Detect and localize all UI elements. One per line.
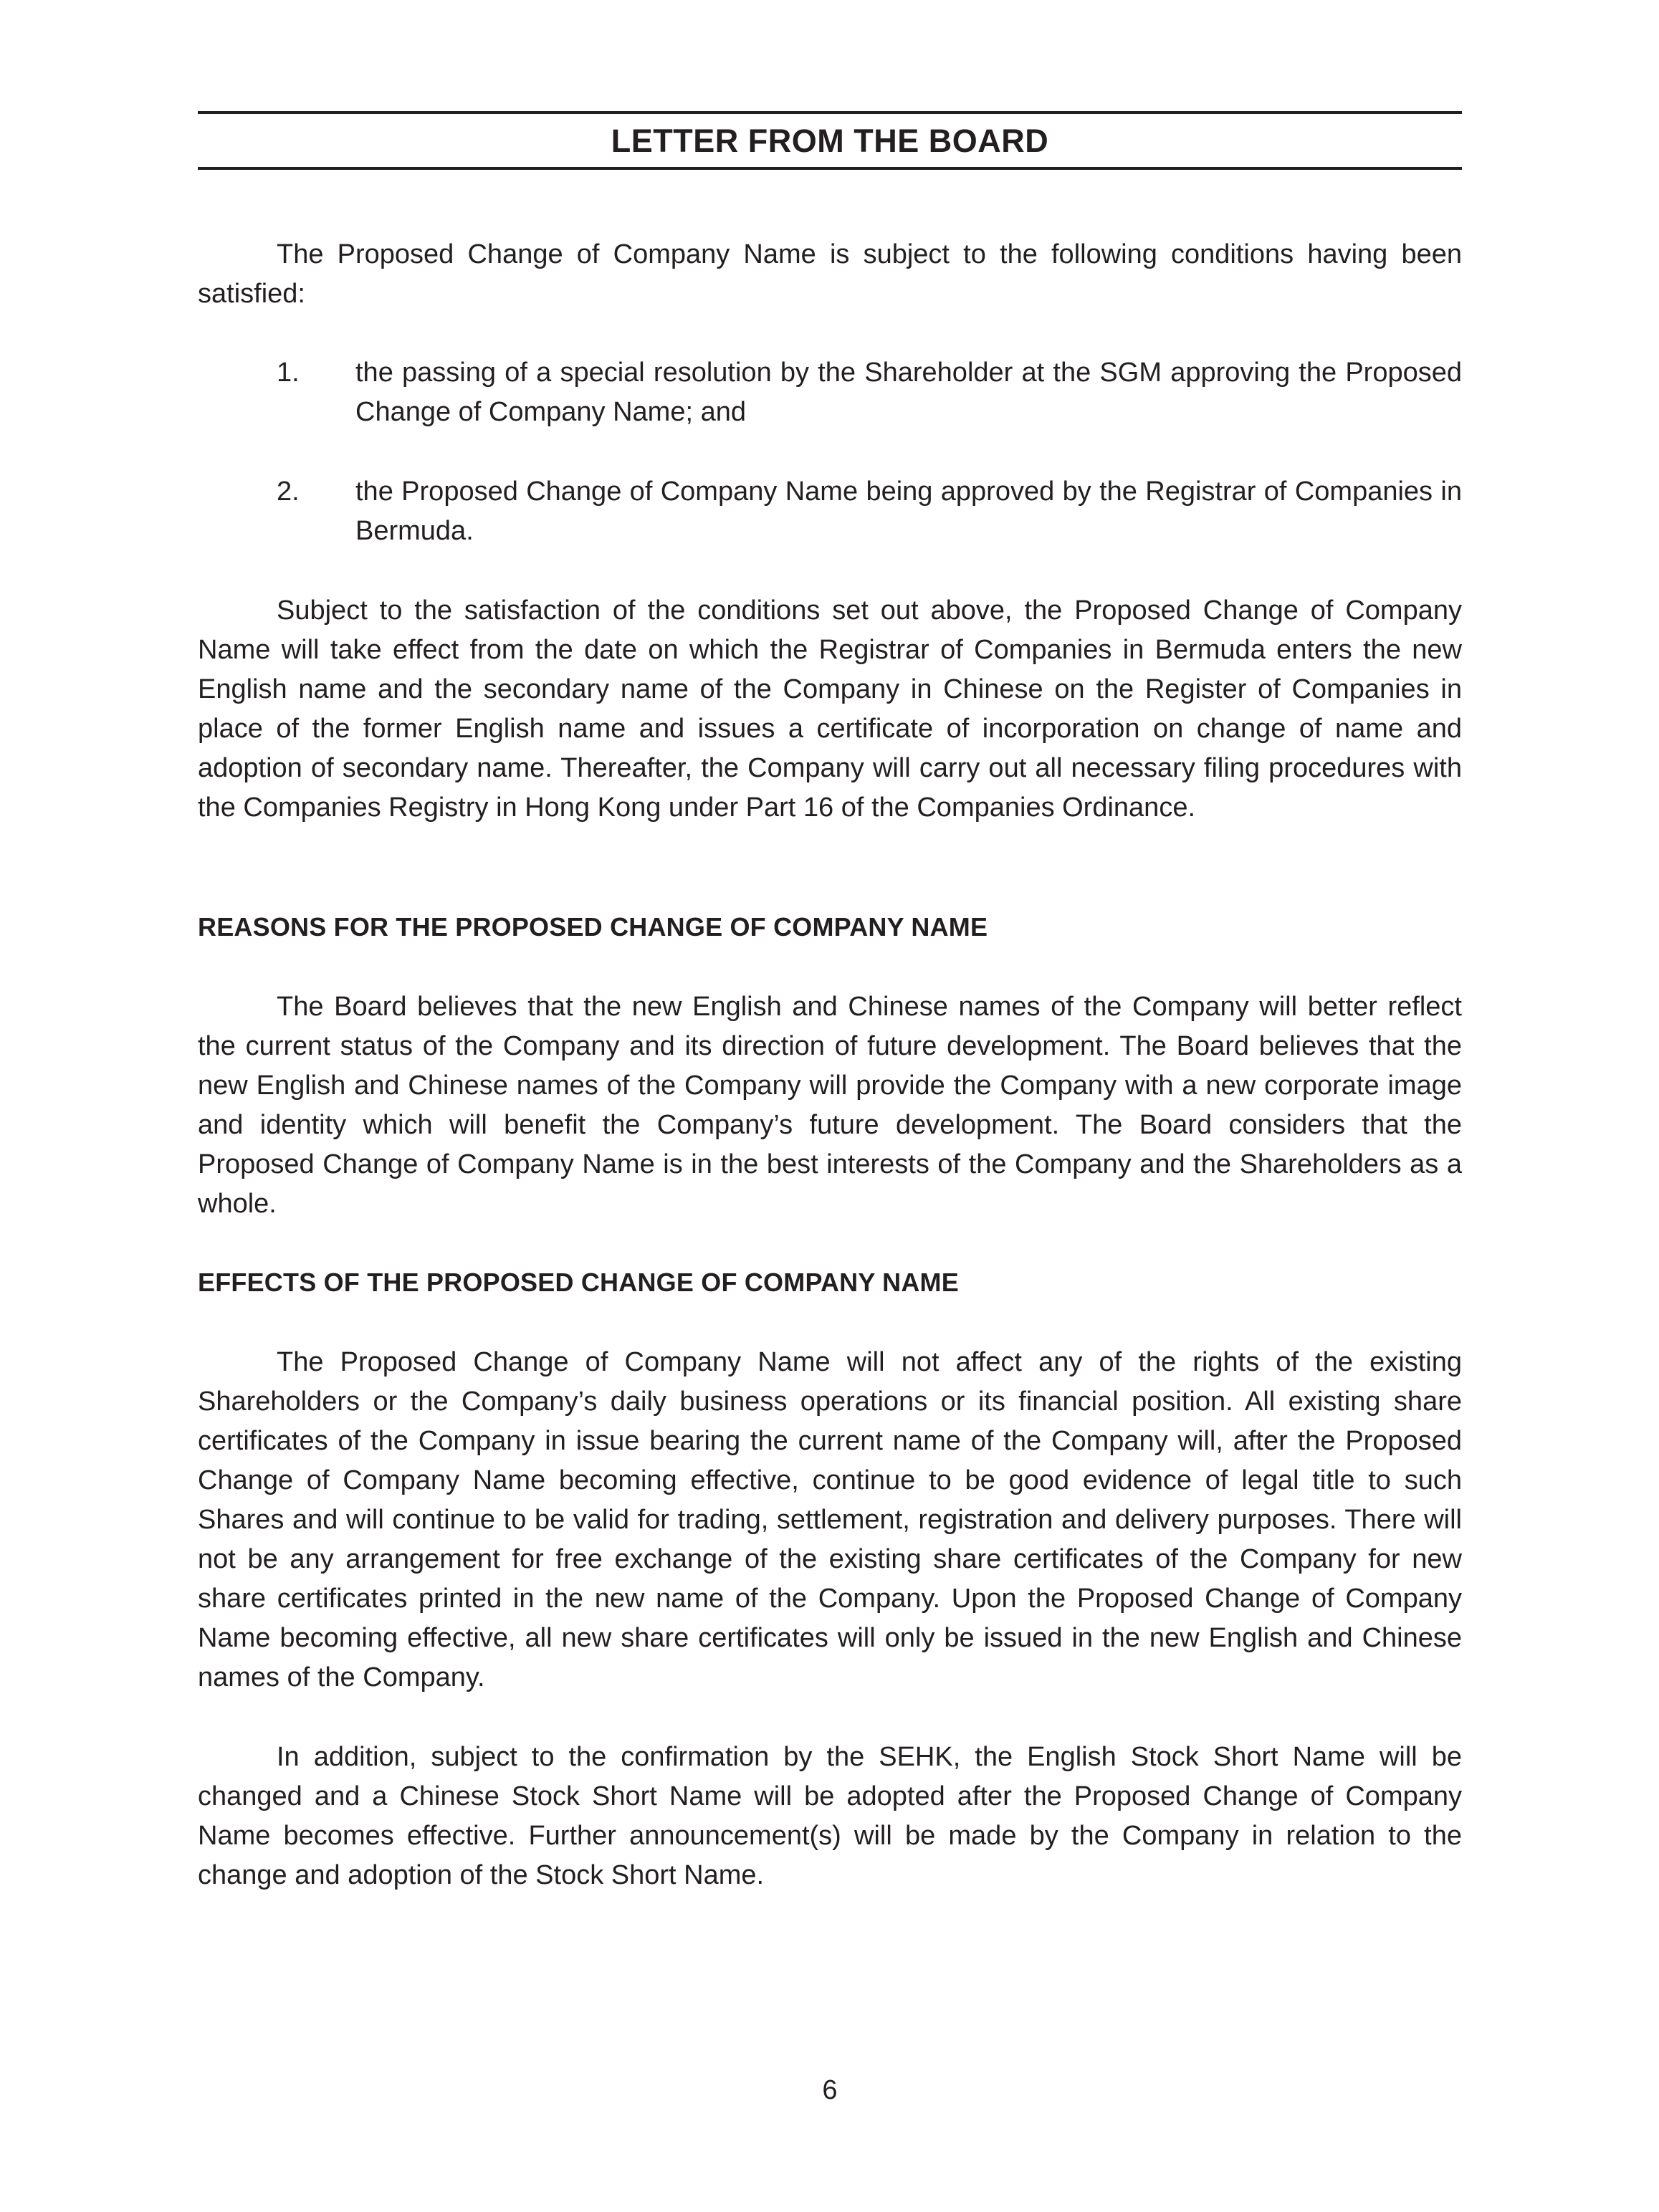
condition-item bbox=[277, 353, 1462, 432]
condition-text: the passing of a special resolution by the Shareholder at the SGM approving the Proposed Change of Company Name; and bbox=[355, 358, 1462, 427]
stock-short-name-paragraph-block bbox=[198, 1738, 1462, 1895]
condition-item bbox=[277, 472, 1462, 551]
effects-paragraph-block bbox=[198, 1343, 1462, 1698]
effects-paragraph: The Proposed Change of Company Name will not affect any of the rights of the existing Shareholders or the Company’s daily business operations or its financial position. All existing share certificates of the Company in issue bearing the current name of the Company will, after the Proposed Change of Company Name becoming effective, continue to be good evidence of legal title to such Shares and will continue to be valid for trading, settlement, registration and delivery purposes. There will not be any arrangement for free exchange of the existing share certificates of the Company for new share certificates printed in the new name of the Company. Upon the Proposed Change of Company Name becoming effective, all new share certificates will only be issued in the new English and Chinese names of the Company. bbox=[198, 1347, 1462, 1692]
page-header bbox=[198, 111, 1462, 170]
section-heading-reasons: REASONS FOR THE PROPOSED CHANGE OF COMPANY NAME bbox=[198, 912, 988, 942]
page-title: LETTER FROM THE BOARD bbox=[611, 123, 1049, 159]
reasons-paragraph: The Board believes that the new English and Chinese names of the Company will better reflect the current status of the Company and its direction of future development. The Board believes that the new English and Chinese names of the Company will provide the Company with a new corporate image and identity which will benefit the Company’s future development. The Board considers that the Proposed Change of Company Name is in the best interests of the Company and the Shareholders as a whole. bbox=[198, 992, 1462, 1219]
section-heading-effects: EFFECTS OF THE PROPOSED CHANGE OF COMPANY NAME bbox=[198, 1268, 959, 1297]
stock-short-name-paragraph: In addition, subject to the confirmation by the SEHK, the English Stock Short Name will be changed and a Chinese Stock Short Name will be adopted after the Proposed Change of Company Name becomes effective. Further announcement(s) will be made by the Company in relation to the change and adoption of the Stock Short Name. bbox=[198, 1742, 1462, 1890]
condition-number: 2. bbox=[277, 477, 300, 507]
reasons-paragraph-block bbox=[198, 987, 1462, 1224]
effective-paragraph-block bbox=[198, 591, 1462, 828]
effective-paragraph: Subject to the satisfaction of the conditions set out above, the Proposed Change of Company Name will take effect from the date on which the Registrar of Companies in Bermuda enters the new English name and the secondary name of the Company in Chinese on the Register of Companies in place of the former English name and issues a certificate of incorporation on change of name and adoption of secondary name. Thereafter, the Company will carry out all necessary filing procedures with the Companies Registry in Hong Kong under Part 16 of the Companies Ordinance. bbox=[198, 595, 1462, 823]
intro-paragraph: The Proposed Change of Company Name is subject to the following conditions having been satisfied: bbox=[198, 239, 1462, 309]
condition-number: 1. bbox=[277, 358, 300, 388]
page-number: 6 bbox=[822, 2075, 838, 2105]
intro-paragraph-block bbox=[198, 235, 1462, 314]
condition-text: the Proposed Change of Company Name being approved by the Registrar of Companies in Bermuda. bbox=[355, 477, 1462, 546]
